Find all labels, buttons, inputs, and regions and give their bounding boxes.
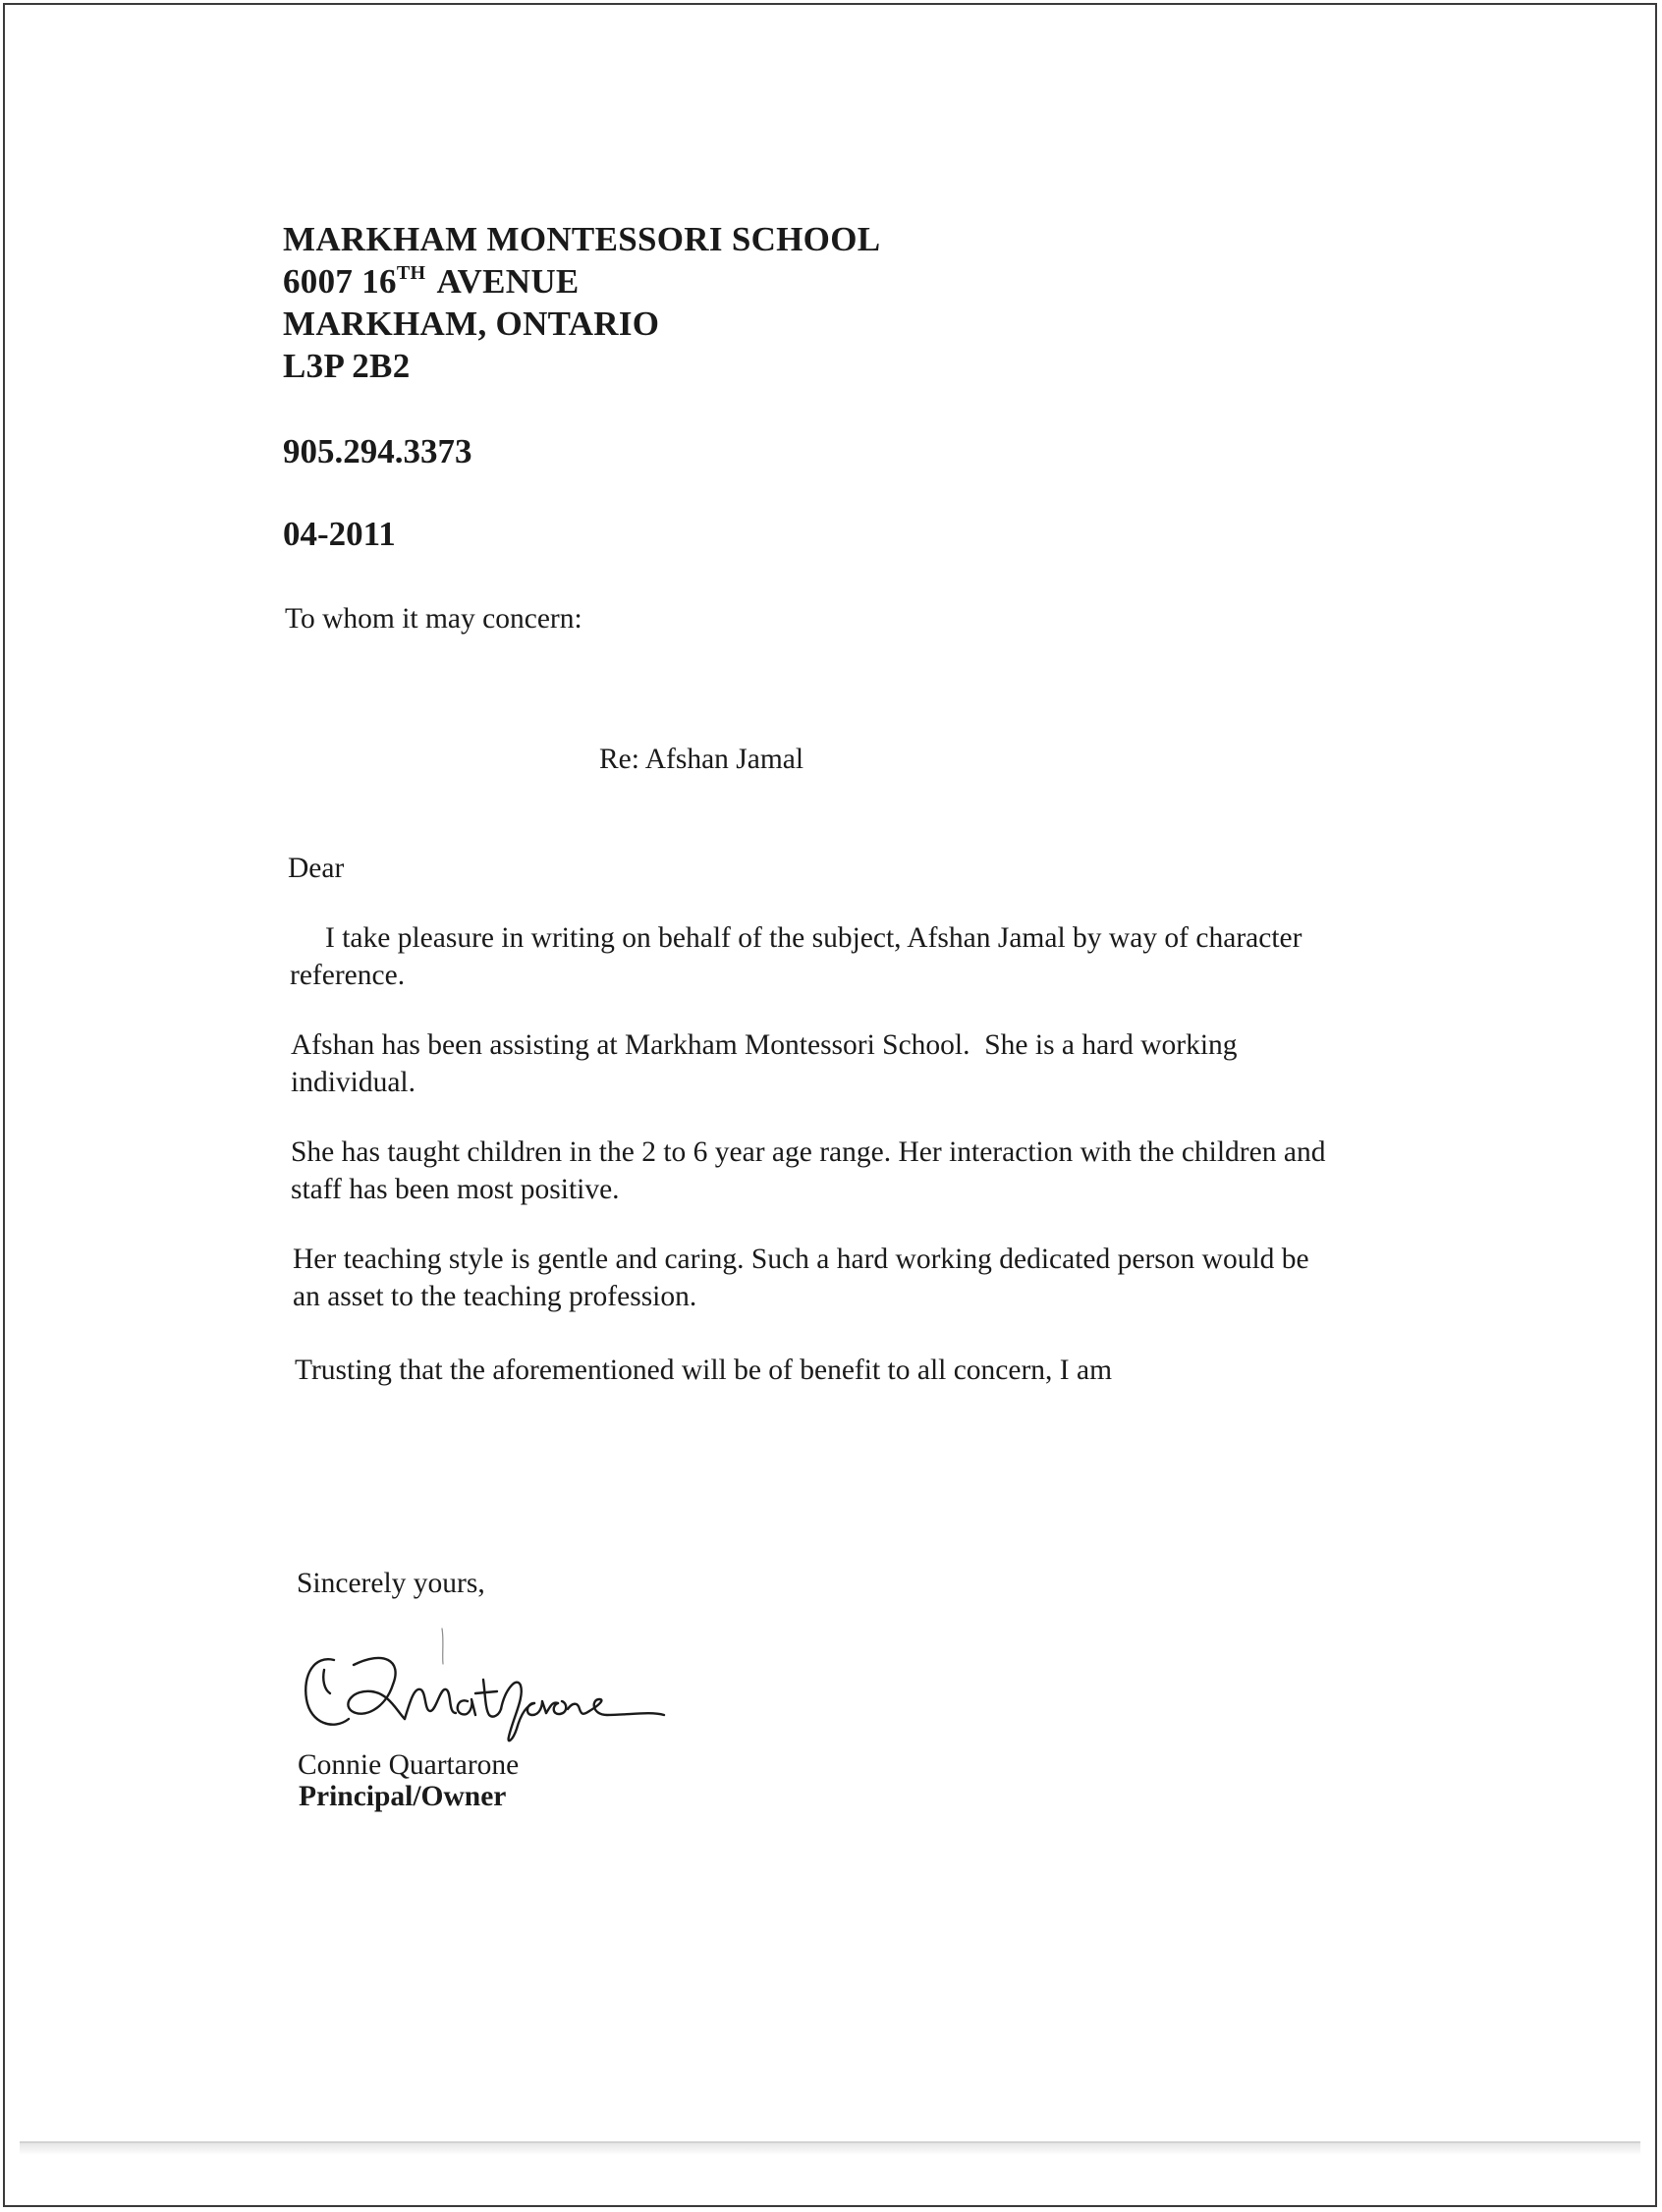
- paragraph-5: [295, 1352, 1414, 1389]
- paragraph-4: [293, 1241, 1413, 1315]
- letter-date: 04-2011: [283, 515, 396, 553]
- salutation: Dear: [288, 853, 345, 884]
- paragraph-line: staff has been most positive.: [291, 1174, 620, 1205]
- phone-number: 905.294.3373: [283, 432, 472, 470]
- paragraph-3: [291, 1134, 1411, 1208]
- page-bottom-rule: [20, 2141, 1640, 2155]
- street-address: [283, 260, 880, 303]
- paragraph-2: [291, 1026, 1411, 1101]
- closing: Sincerely yours,: [297, 1568, 485, 1599]
- paragraph-line: She has taught children in the 2 to 6 year age range. Her interaction with the children and: [291, 1136, 1326, 1168]
- city-province: MARKHAM, ONTARIO: [283, 304, 660, 343]
- postal-code: L3P 2B2: [283, 347, 411, 385]
- greeting-to: To whom it may concern:: [285, 603, 582, 635]
- paragraph-line: I take pleasure in writing on behalf of the subject, Afshan Jamal by way of character: [325, 922, 1302, 954]
- paragraph-line: reference.: [290, 960, 406, 991]
- address-suffix: TH: [396, 262, 426, 284]
- school-name: MARKHAM MONTESSORI SCHOOL: [283, 220, 881, 258]
- paragraph-line: an asset to the teaching profession.: [293, 1281, 697, 1312]
- signer-name: Connie Quartarone: [298, 1749, 520, 1781]
- paragraph-line: individual.: [291, 1067, 416, 1098]
- letterhead: [283, 218, 880, 387]
- paragraph-1: [290, 919, 1410, 994]
- address-number: 6007 16: [283, 262, 397, 301]
- address-street: AVENUE: [436, 262, 580, 301]
- re-line: Re: Afshan Jamal: [599, 744, 804, 775]
- signature-image: [295, 1621, 668, 1748]
- signer-title: Principal/Owner: [299, 1781, 507, 1812]
- paragraph-line: Trusting that the aforementioned will be of benefit to all concern, I am: [295, 1355, 1113, 1386]
- paragraph-line: Afshan has been assisting at Markham Montessori School. She is a hard working: [291, 1029, 1238, 1061]
- paragraph-line: Her teaching style is gentle and caring. Such a hard working dedicated person would be: [293, 1244, 1309, 1275]
